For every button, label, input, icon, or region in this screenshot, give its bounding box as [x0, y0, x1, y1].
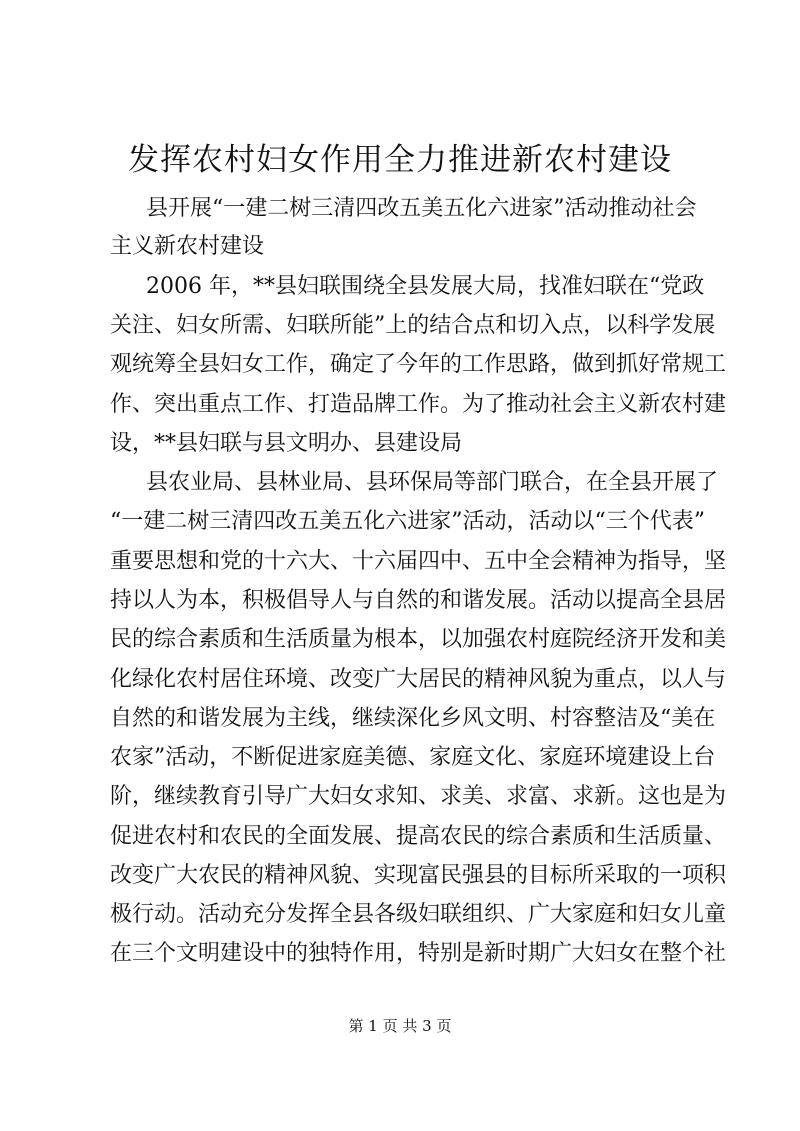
body-line: 县开展“一建二树三清四改五美五化六进家”活动推动社会 — [146, 196, 697, 221]
body-line: 持以人为本，积极倡导人与自然的和谐发展。活动以提高全县居 — [110, 588, 727, 613]
body-line: 化绿化农村居住环境、改变广大居民的精神风貌为重点，以人与 — [110, 667, 727, 692]
body-line: 在三个文明建设中的独特作用，特别是新时期广大妇女在整个社 — [110, 941, 727, 966]
body-line: 县农业局、县林业局、县环保局等部门联合，在全县开展了 — [146, 470, 719, 495]
body-line: 2006 年，**县妇联围绕全县发展大局，找准妇联在“党政 — [146, 274, 705, 299]
body-line: 重要思想和党的十六大、十六届四中、五中全会精神为指导，坚 — [110, 549, 727, 574]
body-line: 民的综合素质和生活质量为根本，以加强农村庭院经济开发和美 — [110, 627, 727, 652]
body-line: 农家”活动，不断促进家庭美德、家庭文化、家庭环境建设上台 — [110, 745, 716, 770]
body-line: 设，**县妇联与县文明办、县建设局 — [110, 431, 463, 456]
body-line: 观统筹全县妇女工作，确定了今年的工作思路，做到抓好常规工 — [110, 352, 727, 377]
body-line: 促进农村和农民的全面发展、提高农民的综合素质和生活质量、 — [110, 824, 727, 849]
body-line: 改变广大农民的精神风貌、实现富民强县的目标所采取的一项积 — [110, 863, 727, 888]
body-line: 极行动。活动充分发挥全县各级妇联组织、广大家庭和妇女儿童 — [110, 902, 727, 927]
page-number: 第 1 页 共 3 页 — [348, 1017, 452, 1035]
body-line: 阶，继续教育引导广大妇女求知、求美、求富、求新。这也是为 — [110, 784, 727, 809]
body-line: 主义新农村建设 — [110, 234, 265, 259]
body-line: 关注、妇女所需、妇联所能”上的结合点和切入点，以科学发展 — [110, 313, 716, 338]
body-line: 自然的和谐发展为主线，继续深化乡风文明、村容整洁及“美在 — [110, 706, 716, 731]
body-line: “一建二树三清四改五美五化六进家”活动，活动以“三个代表” — [110, 509, 705, 534]
document-title: 发挥农村妇女作用全力推进新农村建设 — [128, 142, 672, 178]
body-line: 作、突出重点工作、打造品牌工作。为了推动社会主义新农村建 — [110, 392, 727, 417]
